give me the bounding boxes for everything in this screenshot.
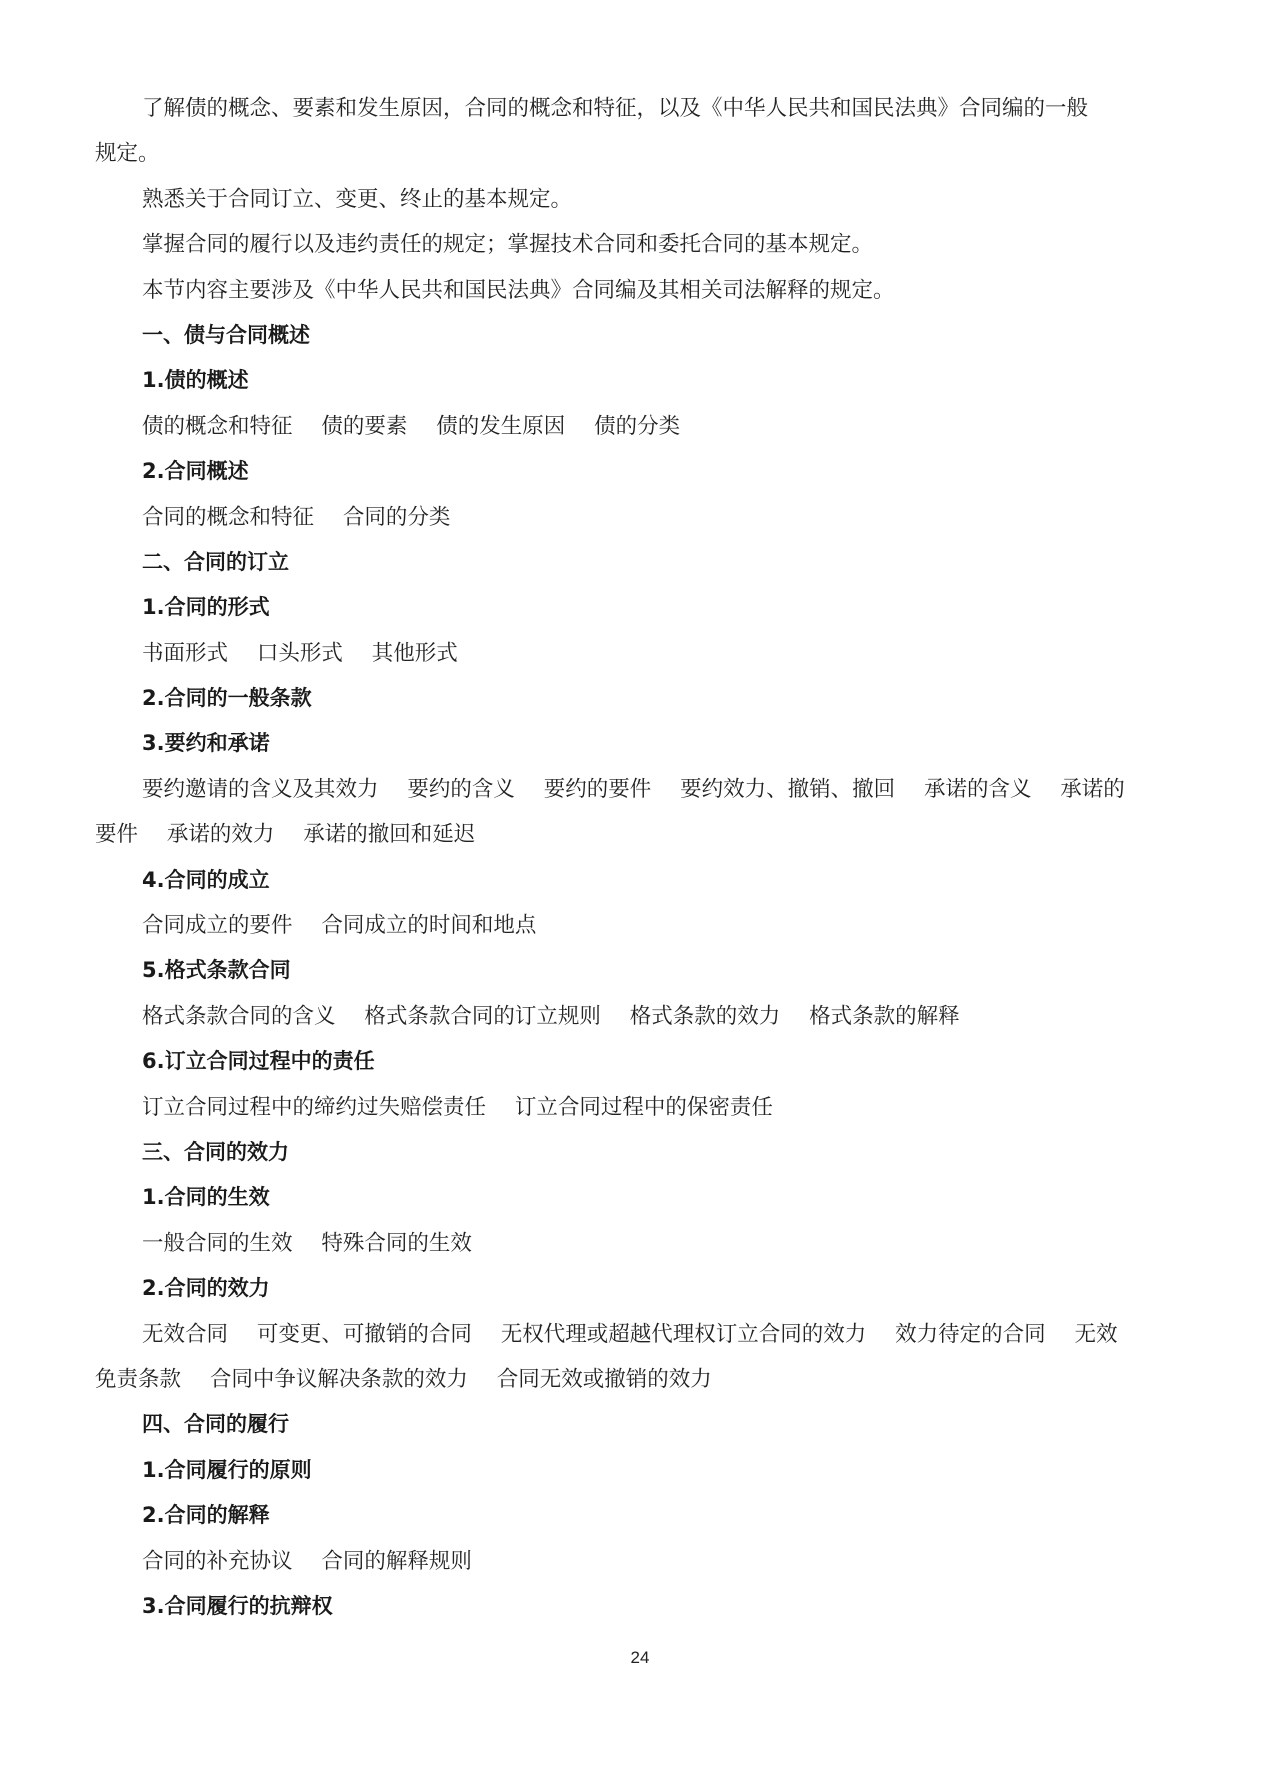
- topic-list: [95, 1357, 1165, 1402]
- topic-item: 债的要素: [321, 413, 408, 439]
- topic-list: [95, 767, 1165, 812]
- subsection-heading: 1.合同的生效: [142, 1185, 270, 1210]
- section-heading: 四、合同的履行: [142, 1412, 289, 1437]
- topic-item: 承诺的效力: [166, 822, 275, 848]
- topic-list: [95, 903, 1165, 948]
- topic-item: 格式条款的解释: [809, 1003, 960, 1029]
- subsection-heading: 6.订立合同过程中的责任: [142, 1049, 375, 1074]
- intro-paragraph-1-line-2: 规定。: [95, 141, 160, 167]
- topic-list: [95, 631, 1165, 676]
- topic-item: 要约的含义: [407, 776, 515, 802]
- topic-item: 无权代理或超越代理权订立合同的效力: [500, 1321, 867, 1347]
- topic-item: 合同成立的时间和地点: [321, 913, 537, 939]
- subsection-heading: 1.债的概述: [142, 368, 249, 393]
- topic-list: [95, 812, 1165, 857]
- topic-item: 免责条款: [95, 1366, 182, 1392]
- section-heading: 三、合同的效力: [142, 1139, 289, 1164]
- topic-item: 合同无效或撤销的效力: [496, 1366, 712, 1392]
- topic-list: [95, 1085, 1165, 1130]
- topic-item: 格式条款合同的订立规则: [364, 1003, 601, 1029]
- topic-list: [95, 404, 1165, 449]
- topic-item: 合同的概念和特征: [142, 504, 315, 530]
- topic-item: 特殊合同的生效: [321, 1230, 472, 1256]
- topic-item: 合同的补充协议: [142, 1548, 293, 1574]
- section-heading: 一、债与合同概述: [142, 322, 310, 347]
- topic-item: 合同中争议解决条款的效力: [209, 1366, 468, 1392]
- topic-item: 合同的分类: [342, 504, 451, 530]
- subsection-heading: 1.合同履行的原则: [142, 1457, 312, 1482]
- topic-item: 债的分类: [594, 413, 681, 439]
- topic-list: [95, 1312, 1165, 1357]
- topic-item: 订立合同过程中的保密责任: [514, 1094, 773, 1120]
- topic-item: 格式条款合同的含义: [142, 1003, 336, 1029]
- topic-item: 无效合同: [142, 1321, 229, 1347]
- page-number: 24: [630, 1648, 650, 1667]
- subsection-heading: 3.要约和承诺: [142, 731, 270, 756]
- topic-item: 一般合同的生效: [142, 1230, 293, 1256]
- topic-item: 承诺的撤回和延迟: [303, 822, 476, 848]
- topic-item: 无效: [1074, 1321, 1118, 1347]
- topic-item: 要约邀请的含义及其效力: [142, 776, 379, 802]
- topic-item: 要约的要件: [543, 776, 652, 802]
- topic-list: [95, 495, 1165, 540]
- subsection-heading: 2.合同概述: [142, 459, 249, 484]
- topic-item: 效力待定的合同: [895, 1321, 1046, 1347]
- intro-paragraph-3: 掌握合同的履行以及违约责任的规定；掌握技术合同和委托合同的基本规定。: [142, 232, 874, 258]
- subsection-heading: 2.合同的效力: [142, 1276, 270, 1301]
- intro-paragraph-1-line-1: 了解债的概念、要素和发生原因，合同的概念和特征，以及《中华人民共和国民法典》合同编的一般: [142, 96, 1089, 121]
- intro-paragraph-2: 熟悉关于合同订立、变更、终止的基本规定。: [142, 186, 573, 212]
- section-heading: 二、合同的订立: [142, 549, 289, 574]
- subsection-heading: 2.合同的解释: [142, 1503, 270, 1528]
- subsection-heading: 4.合同的成立: [142, 867, 270, 892]
- topic-item: 格式条款的效力: [629, 1003, 781, 1029]
- subsection-heading: 3.合同履行的抗辩权: [142, 1593, 333, 1618]
- topic-list: [95, 994, 1165, 1039]
- topic-item: 合同成立的要件: [142, 913, 293, 939]
- topic-item: 合同的解释规则: [321, 1548, 472, 1574]
- topic-list: [95, 1539, 1165, 1584]
- topic-item: 要约效力、撤销、撤回: [680, 776, 896, 802]
- intro-paragraph-4: 本节内容主要涉及《中华人民共和国民法典》合同编及其相关司法解释的规定。: [142, 277, 895, 303]
- topic-item: 可变更、可撤销的合同: [256, 1321, 472, 1347]
- subsection-heading: 5.格式条款合同: [142, 958, 291, 983]
- subsection-heading: 1.合同的形式: [142, 595, 270, 620]
- topic-list: [95, 1221, 1165, 1266]
- topic-item: 书面形式: [142, 640, 229, 666]
- document-body: [95, 86, 1165, 1629]
- topic-item: 承诺的含义: [923, 776, 1032, 802]
- topic-item: 债的发生原因: [436, 413, 566, 439]
- subsection-heading: 2.合同的一般条款: [142, 686, 312, 711]
- topic-item: 承诺的: [1060, 776, 1125, 802]
- topic-item: 口头形式: [256, 640, 343, 666]
- topic-item: 订立合同过程中的缔约过失赔偿责任: [142, 1094, 487, 1120]
- topic-item: 要件: [95, 822, 139, 848]
- topic-item: 债的概念和特征: [142, 413, 293, 439]
- topic-item: 其他形式: [371, 640, 458, 666]
